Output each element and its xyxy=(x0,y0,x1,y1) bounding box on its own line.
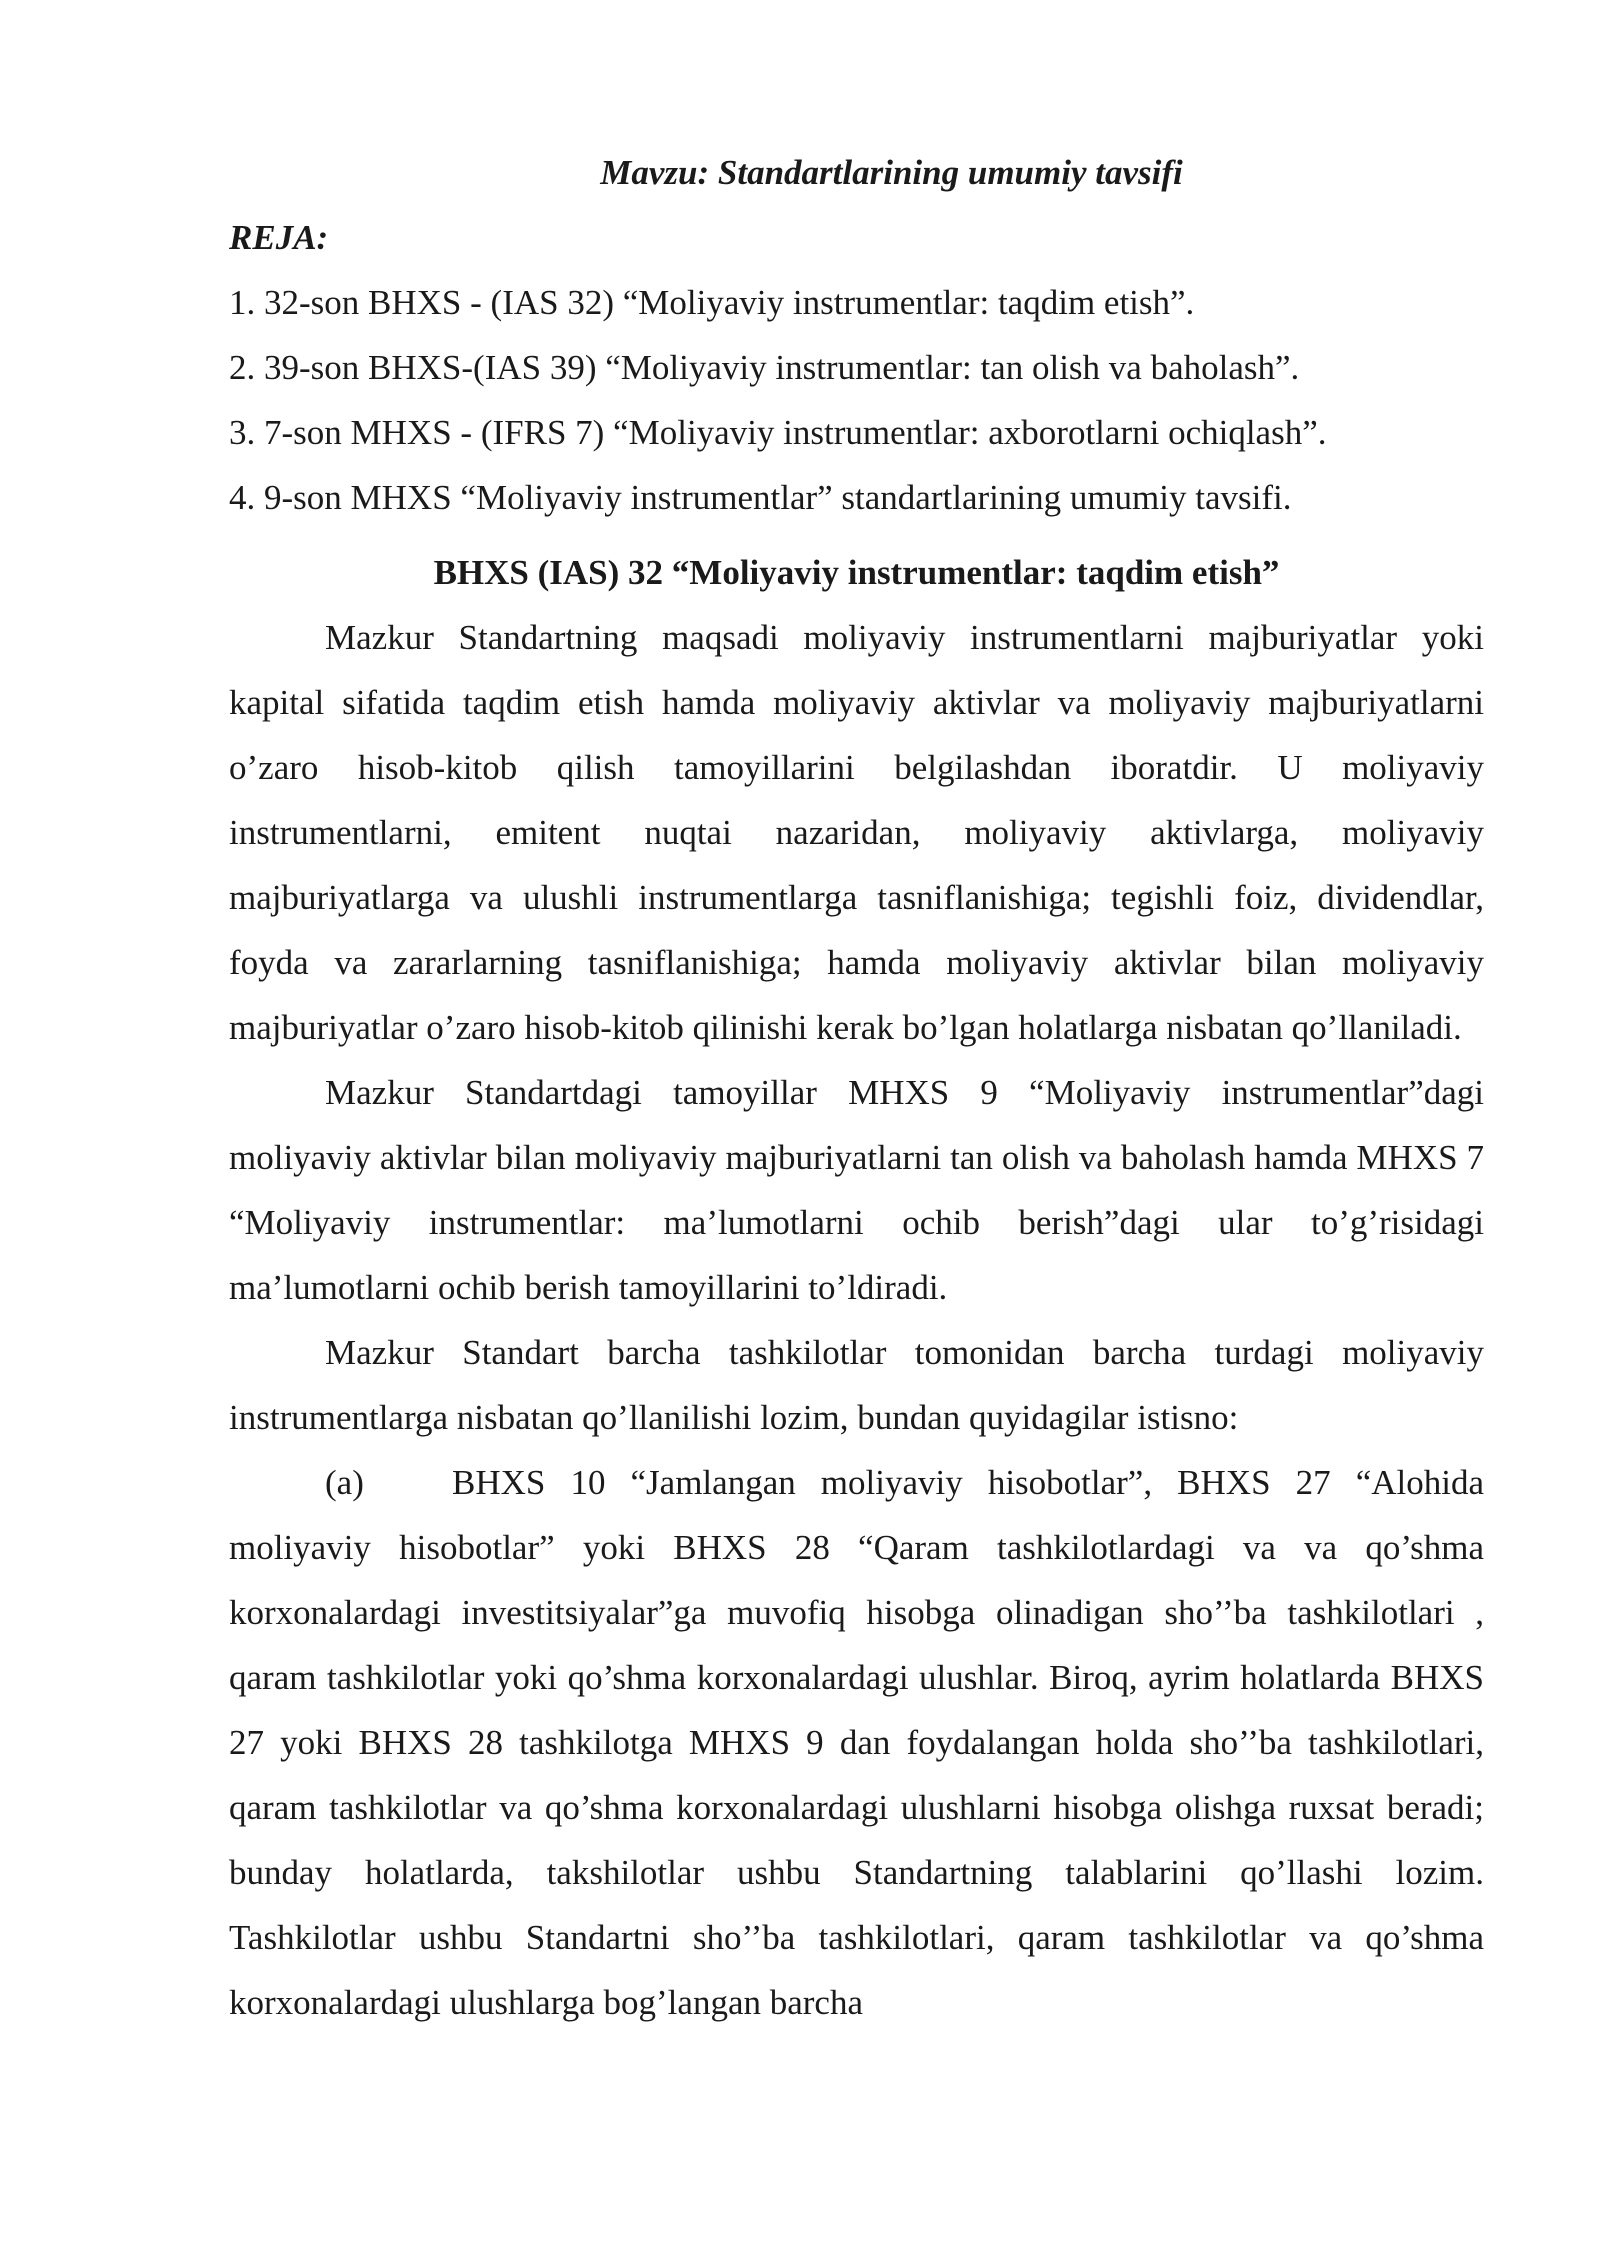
section-heading: BHXS (IAS) 32 “Moliyaviy instrumentlar: taqdim etish” xyxy=(433,553,1280,592)
topic-title: Mavzu: Standartlarining umumiy tavsifi xyxy=(600,153,1183,192)
item-marker: (a) xyxy=(325,1463,364,1502)
item-text: BHXS 10 “Jamlangan moliyaviy hisobotlar”, BHXS 27 “Alohida moliyaviy hisobotlar” yoki BHXS 28 “Qaram tashkilotlardagi va va qo’shma korxonalardagi investitsiyalar”ga muvofiq hisobga olinadigan sho’’ba tashkilotlari , qaram tashkilotlar yoki qo’shma korxonalardagi ulushlar. Biroq, ayrim holatlarda BHXS 27 yoki BHXS 28 tashkilotga MHXS 9 dan foydalangan holda sho’’ba tashkilotlari, qaram tashkilotlar va qo’shma korxonalardagi ulushlarni hisobga olishga ruxsat beradi; bunday holatlarda, takshilotlar ushbu Standartning talablarini qo’llashi lozim. Tashkilotlar ushbu Standartni sho’’ba tashkilotlari, qaram tashkilotlar va qo’shma korxonalardagi ulushlarga bog’langan barcha xyxy=(229,1463,1484,2022)
plan-item: 3. 7-son MHXS - (IFRS 7) “Moliyaviy instrumentlar: axborotlarni ochiqlash”. xyxy=(229,413,1327,452)
body-paragraph: Mazkur Standartdagi tamoyillar MHXS 9 “Moliyaviy instrumentlar”dagi moliyaviy aktivlar bilan moliyaviy majburiyatlarni tan olish va baholash hamda MHXS 7 “Moliyaviy instrumentlar: ma’lumotlarni ochib berish”dagi ular to’g’risidagi ma’lumotlarni ochib berish tamoyillarini to’ldiradi. xyxy=(229,1073,1484,1307)
body-paragraph: Mazkur Standart barcha tashkilotlar tomonidan barcha turdagi moliyaviy instrumentlarga nisbatan qo’llanilishi lozim, bundan quyidagilar istisno: xyxy=(229,1333,1484,1437)
plan-title: REJA: xyxy=(229,218,329,257)
plan-list xyxy=(229,270,1484,530)
plan-item: 4. 9-son MHXS “Moliyaviy instrumentlar” standartlarining umumiy tavsifi. xyxy=(229,478,1292,517)
document-page xyxy=(229,140,1484,2035)
plan-item: 1. 32-son BHXS - (IAS 32) “Moliyaviy instrumentlar: taqdim etish”. xyxy=(229,283,1195,322)
plan-item: 2. 39-son BHXS-(IAS 39) “Moliyaviy instrumentlar: tan olish va baholash”. xyxy=(229,348,1300,387)
body-paragraph: Mazkur Standartning maqsadi moliyaviy instrumentlarni majburiyatlar yoki kapital sifatida taqdim etish hamda moliyaviy aktivlar va moliyaviy majburiyatlarni o’zaro hisob-kitob qilish tamoyillarini belgilashdan iboratdir. U moliyaviy instrumentlarni, emitent nuqtai nazaridan, moliyaviy aktivlarga, moliyaviy majburiyatlarga va ulushli instrumentlarga tasniflanishiga; tegishli foiz, dividendlar, foyda va zararlarning tasniflanishiga; hamda moliyaviy aktivlar bilan moliyaviy majburiyatlar o’zaro hisob-kitob qilinishi kerak bo’lgan holatlarga nisbatan qo’llaniladi. xyxy=(229,618,1484,1047)
exception-item xyxy=(229,1450,1484,2035)
